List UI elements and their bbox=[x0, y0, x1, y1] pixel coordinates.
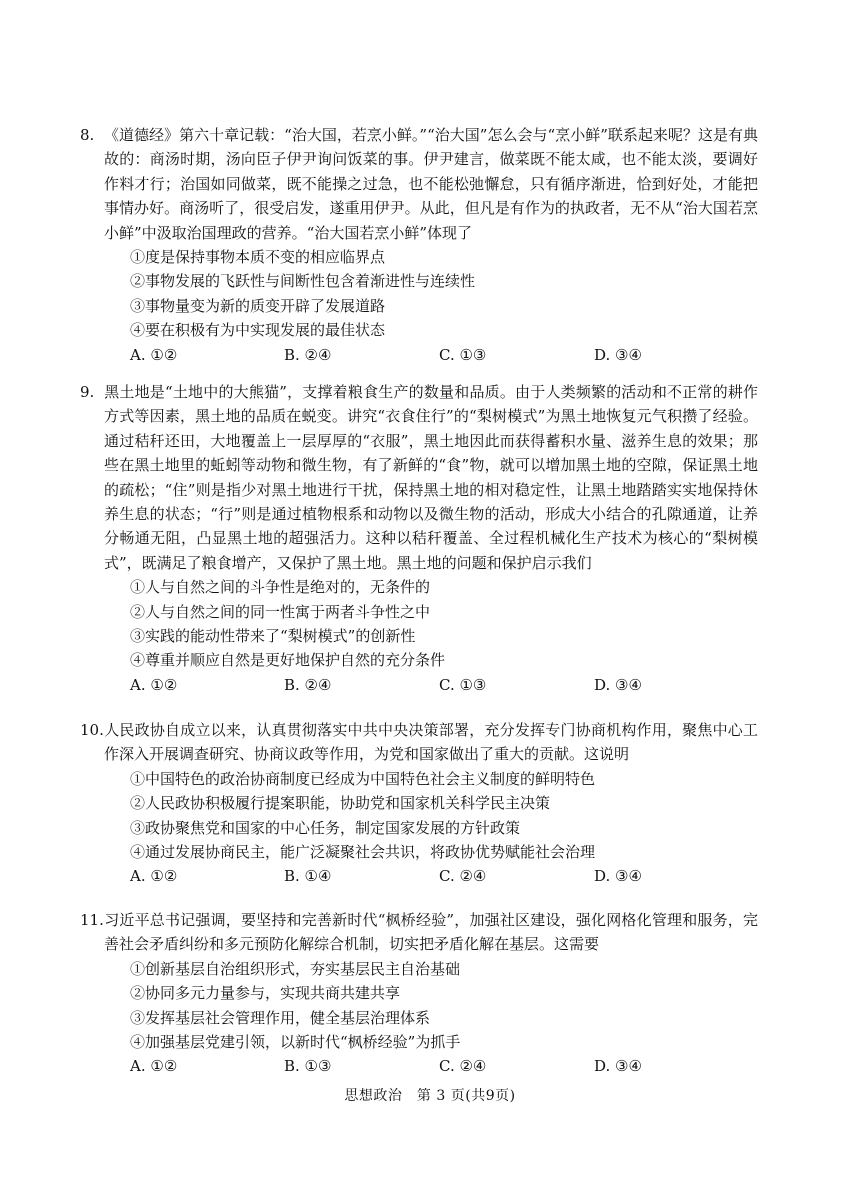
question-10 bbox=[80, 718, 758, 889]
option-2: ②事物发展的飞跃性与间断性包含着渐进性与连续性 bbox=[130, 272, 476, 291]
question-number: 11. bbox=[80, 911, 104, 929]
question-number: 9. bbox=[80, 383, 95, 401]
question-number: 10. bbox=[80, 721, 104, 739]
page-footer: 思想政治 第 3 页(共9页) bbox=[344, 1088, 516, 1104]
question-8 bbox=[80, 123, 758, 367]
option-1: ①人与自然之间的斗争性是绝对的，无条件的 bbox=[130, 578, 431, 597]
answer-b: B. ①③ bbox=[284, 1057, 332, 1076]
answer-b: B. ②④ bbox=[284, 345, 332, 364]
question-number: 8. bbox=[80, 126, 95, 144]
answer-b: B. ①④ bbox=[284, 867, 332, 886]
answer-choices bbox=[104, 673, 758, 697]
option-1: ①创新基层自治组织形式，夯实基层民主自治基础 bbox=[130, 959, 461, 978]
question-stem: 习近平总书记强调，要坚持和完善新时代“枫桥经验”，加强社区建设，强化网格化管理和服务，完善社会矛盾纠纷和多元预防化解综合机制，切实把矛盾化解在基层。这需要 bbox=[104, 911, 758, 954]
option-4: ④加强基层党建引领，以新时代“枫桥经验”为抓手 bbox=[130, 1033, 461, 1052]
answer-choices bbox=[104, 1054, 758, 1078]
option-3: ③实践的能动性带来了“梨树模式”的创新性 bbox=[130, 627, 416, 646]
answer-choices bbox=[104, 343, 758, 367]
answer-c: C. ②④ bbox=[439, 1057, 487, 1076]
question-11 bbox=[80, 908, 758, 1079]
option-1: ①中国特色的政治协商制度已经成为中国特色社会主义制度的鲜明特色 bbox=[130, 769, 596, 788]
answer-d: D. ③④ bbox=[594, 867, 642, 886]
option-3: ③发挥基层社会管理作用，健全基层治理体系 bbox=[130, 1008, 431, 1027]
question-stem: 人民政协自成立以来，认真贯彻落实中共中央决策部署，充分发挥专门协商机构作用，聚焦中心工作深入开展调查研究、协商议政等作用，为党和国家做出了重大的贡献。这说明 bbox=[104, 721, 758, 764]
answer-a: A. ①② bbox=[130, 345, 178, 364]
option-2: ②人与自然之间的同一性寓于两者斗争性之中 bbox=[130, 602, 431, 621]
answer-d: D. ③④ bbox=[594, 675, 642, 694]
option-2: ②人民政协积极履行提案职能，协助党和国家机关科学民主决策 bbox=[130, 794, 551, 813]
answer-c: C. ②④ bbox=[439, 867, 487, 886]
question-stem: 《道德经》第六十章记载：“治大国，若烹小鲜。”“治大国”怎么会与“烹小鲜”联系起来呢？这是有典故的：商汤时期，汤向臣子伊尹询问饭菜的事。伊尹建言，做菜既不能太咸，也不能太淡，要调好作料才行；治国如同做菜，既不能操之过急，也不能松弛懈怠，只有循序渐进，恰到好处，才能把事情办好。商汤听了，很受启发，遂重用伊尹。从此，但凡是有作为的执政者，无不从“治大国若烹小鲜”中汲取治国理政的营养。“治大国若烹小鲜”体现了 bbox=[104, 126, 758, 242]
option-3: ③事物量变为新的质变开辟了发展道路 bbox=[130, 296, 386, 315]
answer-d: D. ③④ bbox=[594, 1057, 642, 1076]
answer-c: C. ①③ bbox=[439, 675, 487, 694]
answer-a: A. ①② bbox=[130, 1057, 178, 1076]
option-1: ①度是保持事物本质不变的相应临界点 bbox=[130, 248, 386, 267]
answer-c: C. ①③ bbox=[439, 345, 487, 364]
option-4: ④尊重并顺应自然是更好地保护自然的充分条件 bbox=[130, 651, 446, 670]
answer-d: D. ③④ bbox=[594, 345, 642, 364]
question-9 bbox=[80, 380, 758, 697]
answer-a: A. ①② bbox=[130, 867, 178, 886]
option-4: ④要在积极有为中实现发展的最佳状态 bbox=[130, 321, 386, 340]
option-2: ②协同多元力量参与，实现共商共建共享 bbox=[130, 984, 401, 1003]
answer-choices bbox=[104, 864, 758, 888]
question-stem: 黑土地是“土地中的大熊猫”，支撑着粮食生产的数量和品质。由于人类频繁的活动和不正常的耕作方式等因素，黑土地的品质在蜕变。讲究“衣食住行”的“梨树模式”为黑土地恢复元气积攒了经验。通过秸秆还田，大地覆盖上一层厚厚的“衣服”，黑土地因此而获得蓄积水量、滋养生息的效果；那些在黑土地里的蚯蚓等动物和微生物，有了新鲜的“食”物，就可以增加黑土地的空隙，保证黑土地的疏松；“住”则是指少对黑土地进行干扰，保持黑土地的相对稳定性，让黑土地踏踏实实地保持休养生息的状态；“行”则是通过植物根系和动物以及微生物的活动，形成大小结合的孔隙通道，让养分畅通无阻，凸显黑土地的超强活力。这种以秸秆覆盖、全过程机械化生产技术为核心的“梨树模式”，既满足了粮食增产，又保护了黑土地。黑土地的问题和保护启示我们 bbox=[104, 383, 758, 572]
option-3: ③政协聚焦党和国家的中心任务，制定国家发展的方针政策 bbox=[130, 818, 521, 837]
answer-b: B. ②④ bbox=[284, 675, 332, 694]
answer-a: A. ①② bbox=[130, 675, 178, 694]
option-4: ④通过发展协商民主，能广泛凝聚社会共识，将政协优势赋能社会治理 bbox=[130, 843, 596, 862]
